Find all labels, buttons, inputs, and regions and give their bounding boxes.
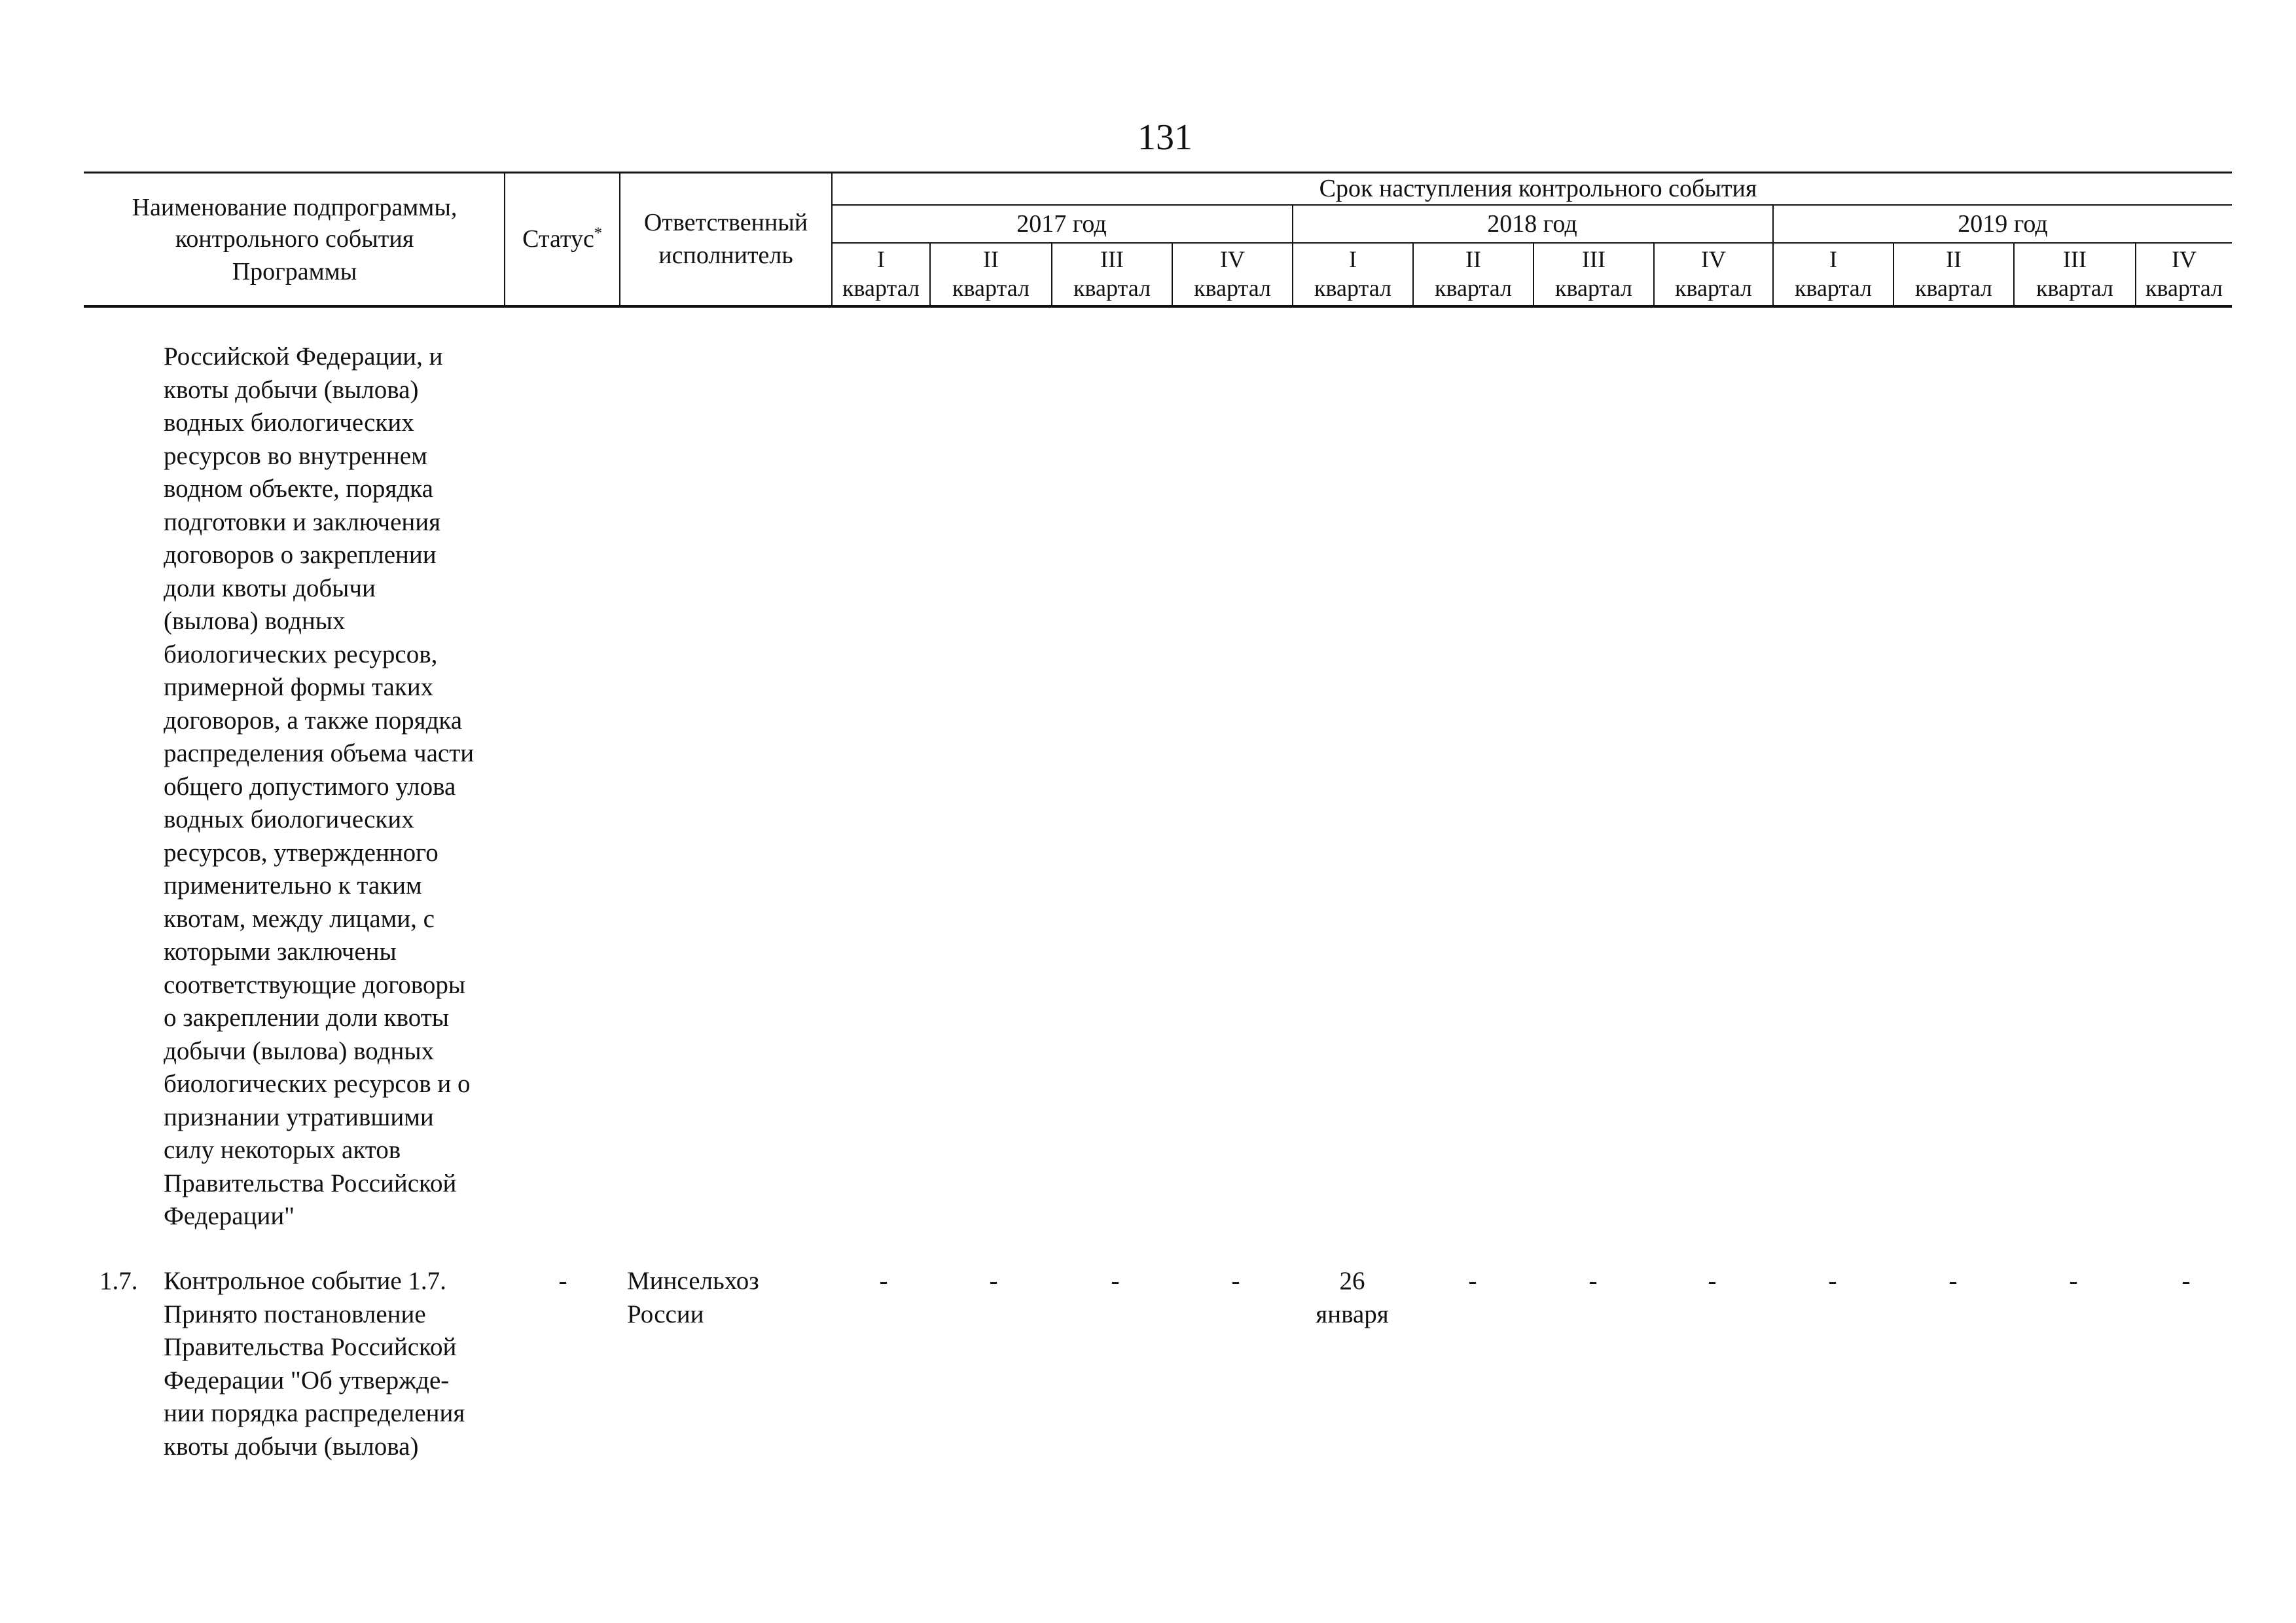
- row-1-7-name-line: нии порядка распределения: [164, 1399, 465, 1427]
- row-1-7-name-line: Правительства Российской: [164, 1333, 457, 1361]
- row-1-7-name-line: Принято постановление: [164, 1300, 426, 1328]
- header-status: [508, 225, 617, 254]
- continuation-line: применительно к таким: [164, 871, 422, 900]
- continuation-line: биологических ресурсов,: [164, 640, 438, 668]
- years-rule: [831, 242, 2232, 244]
- continuation-line: общего допустимого улова: [164, 772, 456, 801]
- header-year-2018: 2018 год: [1487, 210, 1577, 238]
- header-name-line-3: Программы: [232, 258, 357, 285]
- continuation-line: договоров о закреплении: [164, 541, 437, 569]
- row-1-7-q1-2019: -: [1828, 1267, 1837, 1295]
- header-quarter: I квартал: [842, 246, 920, 301]
- continuation-line: о закреплении доли квоты: [164, 1004, 449, 1032]
- header-quarter: III квартал: [2036, 246, 2113, 301]
- continuation-line: водных биологических: [164, 805, 414, 833]
- page-number: 131: [1138, 117, 1193, 158]
- continuation-line: ресурсов во внутреннем: [164, 441, 427, 470]
- continuation-line: признании утратившими: [164, 1103, 434, 1131]
- header-quarter: III квартал: [1073, 246, 1151, 301]
- row-1-7-q1-2018: [1293, 1265, 1411, 1331]
- row-1-7-q4-2018: -: [1708, 1267, 1717, 1295]
- continuation-line: Правительства Российской: [164, 1169, 457, 1197]
- row-1-7-q2-2017: -: [989, 1267, 998, 1295]
- row-1-7-name: [164, 1265, 465, 1463]
- header-quarter: I квартал: [1795, 246, 1872, 301]
- continuation-line: квоты добычи (вылова): [164, 375, 419, 404]
- continuation-line: соответствующие договоры: [164, 970, 466, 999]
- continuation-line: (вылова) водных: [164, 607, 346, 635]
- header-quarter: IV квартал: [2145, 246, 2223, 301]
- continuation-line: квотам, между лицами, с: [164, 904, 435, 933]
- continuation-line: биологических ресурсов и о: [164, 1070, 471, 1098]
- header-executor-line-2: исполнитель: [658, 242, 793, 269]
- header-quarter: II квартал: [1915, 246, 1992, 301]
- header-status-footnote-mark: *: [594, 225, 602, 242]
- continuation-line: доли квоты добычи: [164, 574, 376, 602]
- continuation-line: Федерации": [164, 1202, 295, 1230]
- header-quarter: IV квартал: [1675, 246, 1752, 301]
- header-executor-line-1: Ответственный: [643, 209, 808, 236]
- header-year-2019: 2019 год: [1958, 210, 2048, 238]
- continuation-line: примерной формы таких: [164, 673, 434, 701]
- continuation-line: которыми заключены: [164, 938, 397, 966]
- continuation-line: договоров, а также порядка: [164, 706, 463, 735]
- row-1-7-number: 1.7.: [99, 1267, 138, 1295]
- row-1-7-q3-2017: -: [1111, 1267, 1120, 1295]
- header-quarter: II квартал: [952, 246, 1030, 301]
- continuation-line: ресурсов, утвержденного: [164, 838, 439, 867]
- continuation-line: подготовки и заключения: [164, 507, 441, 536]
- header-year-2017: 2017 год: [1016, 210, 1107, 238]
- continuation-line: Российской Федерации, и: [164, 342, 443, 371]
- row-1-7-executor: [627, 1265, 759, 1331]
- header-quarter: II квартал: [1435, 246, 1512, 301]
- header-status-label: Статус: [522, 225, 594, 253]
- continuation-line: распределения объема части: [164, 739, 475, 767]
- row-1-7-q2-2019: -: [1948, 1267, 1958, 1295]
- col-sep-status-executor: [619, 172, 620, 306]
- row-1-7-q4-2017: -: [1231, 1267, 1240, 1295]
- row-1-7-executor-line: Минсельхоз: [627, 1267, 759, 1295]
- continuation-line: водных биологических: [164, 409, 414, 437]
- col-sep-name-status: [504, 172, 505, 306]
- header-deadline-title: Срок наступления контрольного события: [1319, 175, 1757, 202]
- header-quarter: III квартал: [1555, 246, 1632, 301]
- header-quarter: I квартал: [1314, 246, 1391, 301]
- header-quarter: IV квартал: [1194, 246, 1271, 301]
- continuation-line: добычи (вылова) водных: [164, 1036, 435, 1065]
- row-1-7-q3-2018: -: [1588, 1267, 1598, 1295]
- continuation-line: водном объекте, порядка: [164, 475, 433, 503]
- row-1-7-q3-2019: -: [2069, 1267, 2078, 1295]
- row-1-7-q1-2018-month: января: [1316, 1300, 1389, 1328]
- header-name-line-2: контрольного события: [175, 225, 414, 253]
- deadline-title-rule: [831, 204, 2232, 206]
- row-1-7-q1-2017: -: [879, 1267, 888, 1295]
- row-1-7-q1-2018-day: 26: [1339, 1267, 1365, 1295]
- row-1-7-q4-2019: -: [2181, 1267, 2191, 1295]
- header-top-rule: [84, 172, 2232, 173]
- row-1-7-name-line: Федерации "Об утвержде-: [164, 1366, 450, 1395]
- header-name-line-1: Наименование подпрограммы,: [132, 194, 457, 221]
- row-1-7-status: -: [558, 1267, 567, 1295]
- header-bottom-rule: [84, 305, 2232, 308]
- row-1-7-executor-line: России: [627, 1300, 704, 1328]
- row-1-7-name-line: квоты добычи (вылова): [164, 1432, 419, 1461]
- row-1-7-q2-2018: -: [1468, 1267, 1477, 1295]
- continuation-text: [164, 340, 474, 1233]
- row-1-7-name-line: Контрольное событие 1.7.: [164, 1267, 446, 1295]
- continuation-line: силу некоторых актов: [164, 1136, 401, 1164]
